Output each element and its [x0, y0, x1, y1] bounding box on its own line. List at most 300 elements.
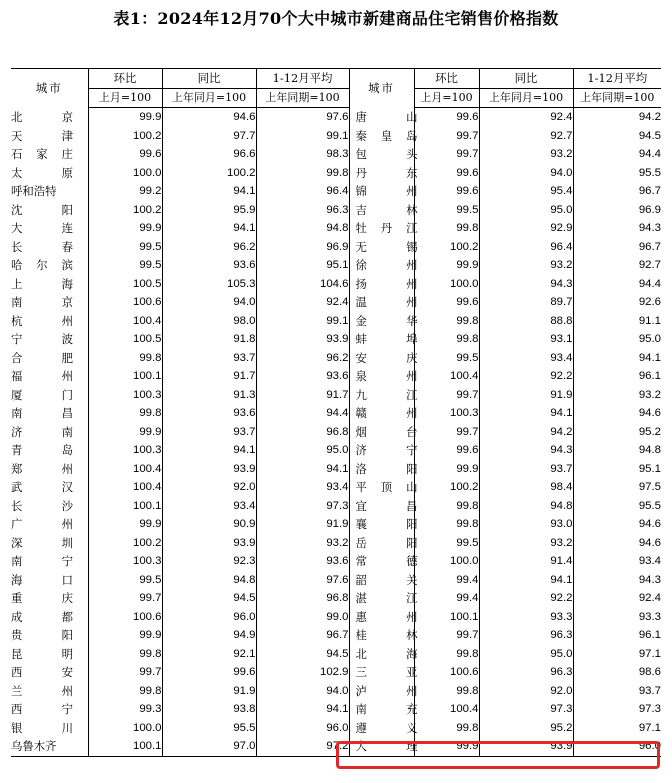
table-row: [11, 349, 661, 368]
value-mom: 100.0: [88, 719, 162, 738]
city-name: [11, 571, 88, 590]
value-avg: 93.7: [573, 682, 661, 701]
value-avg: 97.2: [256, 737, 349, 756]
value-mom: 100.0: [414, 275, 479, 294]
table-row: [11, 256, 661, 275]
value-yoy: 95.9: [162, 201, 256, 220]
city-name: [349, 367, 418, 386]
value-avg: 97.1: [573, 645, 661, 664]
city-name-glyphs: 大 连: [11, 221, 73, 236]
value-avg: 96.1: [573, 367, 661, 386]
value-yoy: 94.1: [479, 571, 573, 590]
header-yoy-base-right: 上年同月=100: [479, 88, 573, 108]
value-mom: 99.8: [414, 497, 479, 516]
city-name: [11, 145, 88, 164]
value-avg: 96.0: [256, 719, 349, 738]
value-yoy: 95.4: [479, 182, 573, 201]
value-avg: 94.4: [256, 404, 349, 423]
city-name: [11, 219, 88, 238]
city-name: [349, 182, 418, 201]
city-name: [349, 719, 418, 738]
city-name-glyphs: 包 头: [355, 147, 418, 162]
table-row: [11, 164, 661, 183]
city-name: [349, 737, 418, 756]
value-mom: 100.1: [88, 367, 162, 386]
city-name: [11, 441, 88, 460]
value-avg: 96.7: [256, 626, 349, 645]
value-yoy: 97.3: [479, 700, 573, 719]
table-row: [11, 219, 661, 238]
city-name: [11, 497, 88, 516]
value-avg: 99.0: [256, 608, 349, 627]
value-avg: 91.7: [256, 386, 349, 405]
table-row: [11, 737, 661, 756]
value-mom: 99.3: [88, 700, 162, 719]
city-name: [349, 608, 418, 627]
value-mom: 100.6: [88, 293, 162, 312]
value-avg: 92.6: [573, 293, 661, 312]
city-name: [349, 515, 418, 534]
value-avg: 91.9: [256, 515, 349, 534]
value-avg: 96.4: [256, 182, 349, 201]
value-avg: 94.3: [573, 571, 661, 590]
city-name-glyphs: 武 汉: [11, 480, 73, 495]
value-avg: 95.1: [256, 256, 349, 275]
city-name: [349, 682, 418, 701]
value-yoy: 92.0: [162, 478, 256, 497]
value-avg: 96.8: [256, 589, 349, 608]
table-row: [11, 330, 661, 349]
table-row: [11, 460, 661, 479]
header-avg: 1-12月平均: [256, 69, 349, 89]
value-mom: 100.0: [88, 164, 162, 183]
city-name: [349, 145, 418, 164]
value-mom: 99.8: [88, 682, 162, 701]
value-mom: 99.7: [88, 663, 162, 682]
city-name-glyphs: 重 庆: [11, 591, 73, 606]
city-name-glyphs: 济 宁: [355, 443, 418, 458]
city-name: [11, 608, 88, 627]
header-yoy-base: 上年同月=100: [162, 88, 256, 108]
value-avg: 94.6: [573, 515, 661, 534]
value-avg: 94.1: [256, 460, 349, 479]
header-yoy: 同比: [162, 69, 256, 89]
city-name-glyphs: 洛 阳: [355, 461, 418, 476]
city-name-glyphs: 大 理: [355, 739, 418, 754]
value-mom: 99.9: [414, 256, 479, 275]
value-mom: 99.8: [414, 719, 479, 738]
table-row: [11, 645, 661, 664]
value-yoy: 96.4: [479, 238, 573, 257]
city-name: [349, 552, 418, 571]
city-name: [349, 645, 418, 664]
header-mom-right: 环比: [414, 69, 479, 89]
city-name-glyphs: 深 圳: [11, 535, 73, 550]
value-mom: 100.4: [88, 460, 162, 479]
value-avg: 98.3: [256, 145, 349, 164]
value-yoy: 94.8: [162, 571, 256, 590]
value-mom: 99.6: [414, 182, 479, 201]
city-name: [349, 256, 418, 275]
city-name-glyphs: 长 春: [11, 239, 73, 254]
header-avg-right: 1-12月平均: [573, 69, 661, 89]
page-title: 表1：2024年12月70个大中城市新建商品住宅销售价格指数: [113, 9, 559, 28]
city-name: [11, 719, 88, 738]
value-mom: 99.9: [88, 423, 162, 442]
city-name: [11, 349, 88, 368]
city-name-glyphs: 西 宁: [11, 702, 73, 717]
city-name-glyphs: 泉 州: [355, 369, 418, 384]
value-avg: 95.0: [256, 441, 349, 460]
value-yoy: 97.0: [162, 737, 256, 756]
value-mom: 99.9: [88, 219, 162, 238]
table-row: [11, 552, 661, 571]
value-avg: 95.5: [573, 497, 661, 516]
city-name: [11, 423, 88, 442]
value-yoy: 92.3: [162, 552, 256, 571]
value-mom: 99.9: [88, 515, 162, 534]
city-name: [11, 478, 88, 497]
value-avg: 102.9: [256, 663, 349, 682]
table-row: [11, 238, 661, 257]
value-yoy: 94.1: [162, 219, 256, 238]
value-mom: 100.4: [414, 700, 479, 719]
city-name-glyphs: 无 锡: [355, 239, 418, 254]
value-avg: 94.4: [573, 275, 661, 294]
table-row: [11, 423, 661, 442]
city-name: [349, 626, 418, 645]
value-avg: 96.1: [573, 626, 661, 645]
value-mom: 99.6: [414, 441, 479, 460]
city-name: [11, 367, 88, 386]
value-mom: 100.3: [88, 386, 162, 405]
city-name-glyphs: 韶 关: [355, 572, 418, 587]
table-row: [11, 201, 661, 220]
value-yoy: 96.3: [479, 663, 573, 682]
city-name: [349, 127, 418, 146]
price-index-table: [11, 68, 661, 757]
header-mom-base-right: 上月=100: [414, 88, 479, 108]
header-avg-base: 上年同期=100: [256, 88, 349, 108]
city-name: [349, 423, 418, 442]
header-avg-base-right: 上年同期=100: [573, 88, 661, 108]
city-name: [11, 663, 88, 682]
city-name-glyphs: 丹 东: [355, 165, 418, 180]
value-yoy: 93.7: [479, 460, 573, 479]
city-name-glyphs: 金 华: [355, 313, 418, 328]
value-avg: 93.9: [256, 330, 349, 349]
city-name-glyphs: 西 安: [11, 665, 73, 680]
city-name-glyphs: 郑 州: [11, 461, 73, 476]
value-yoy: 95.2: [479, 719, 573, 738]
city-name-glyphs: 泸 州: [355, 683, 418, 698]
value-yoy: 91.9: [162, 682, 256, 701]
value-yoy: 90.9: [162, 515, 256, 534]
city-name-glyphs: 襄 阳: [355, 517, 418, 532]
value-mom: 99.7: [414, 127, 479, 146]
value-yoy: 93.0: [479, 515, 573, 534]
value-yoy: 93.9: [162, 534, 256, 553]
value-yoy: 92.0: [479, 682, 573, 701]
value-avg: 96.3: [256, 201, 349, 220]
value-yoy: 100.2: [162, 164, 256, 183]
value-mom: 100.2: [88, 201, 162, 220]
value-yoy: 93.1: [479, 330, 573, 349]
city-name: [349, 441, 418, 460]
city-name: [349, 201, 418, 220]
value-mom: 100.3: [88, 552, 162, 571]
city-name-glyphs: 太 原: [11, 165, 73, 180]
value-avg: 94.3: [573, 219, 661, 238]
value-mom: 100.4: [88, 312, 162, 331]
value-yoy: 94.6: [162, 108, 256, 127]
value-avg: 94.8: [573, 441, 661, 460]
city-name-glyphs: 蚌 埠: [355, 332, 418, 347]
value-avg: 98.6: [573, 663, 661, 682]
value-mom: 99.8: [414, 312, 479, 331]
value-mom: 99.5: [414, 349, 479, 368]
value-yoy: 95.0: [479, 201, 573, 220]
city-name-glyphs: 北 海: [355, 646, 418, 661]
value-avg: 93.6: [256, 552, 349, 571]
value-yoy: 93.3: [479, 608, 573, 627]
value-avg: 93.4: [256, 478, 349, 497]
city-name-glyphs: 宜 昌: [355, 498, 418, 513]
city-name-glyphs: 广 州: [11, 517, 73, 532]
value-avg: 104.6: [256, 275, 349, 294]
value-yoy: 89.7: [479, 293, 573, 312]
city-name: [11, 700, 88, 719]
value-avg: 96.7: [573, 182, 661, 201]
city-name-glyphs: 锦 州: [355, 184, 418, 199]
value-mom: 99.9: [88, 626, 162, 645]
city-name: [11, 552, 88, 571]
header-city-right: 城市: [349, 69, 414, 108]
value-avg: 93.3: [573, 608, 661, 627]
value-mom: 99.6: [414, 108, 479, 127]
value-avg: 95.1: [573, 460, 661, 479]
value-avg: 94.0: [256, 682, 349, 701]
value-avg: 99.1: [256, 312, 349, 331]
city-name: [349, 275, 418, 294]
city-name-glyphs: 长 沙: [11, 498, 73, 513]
city-name-glyphs: 北 京: [11, 110, 73, 124]
table-row: [11, 571, 661, 590]
value-mom: 99.8: [88, 645, 162, 664]
value-avg: 97.3: [573, 700, 661, 719]
city-name-glyphs: 吉 林: [355, 202, 418, 217]
value-mom: 99.8: [414, 330, 479, 349]
city-name-glyphs: 常 德: [355, 554, 418, 569]
table-row: [11, 682, 661, 701]
value-mom: 100.3: [88, 441, 162, 460]
value-yoy: 92.2: [479, 589, 573, 608]
value-yoy: 94.0: [162, 293, 256, 312]
table-row: [11, 626, 661, 645]
city-name-glyphs: 湛 江: [355, 591, 418, 606]
table-row: [11, 441, 661, 460]
value-avg: 97.3: [256, 497, 349, 516]
value-avg: 94.6: [573, 534, 661, 553]
table-row: [11, 663, 661, 682]
city-name-glyphs: 南 充: [355, 702, 418, 717]
value-avg: 96.0: [573, 737, 661, 756]
value-yoy: 98.4: [479, 478, 573, 497]
city-name-glyphs: 成 都: [11, 609, 73, 624]
city-name-glyphs: 南 昌: [11, 406, 73, 421]
value-avg: 92.4: [256, 293, 349, 312]
value-mom: 100.3: [414, 404, 479, 423]
table-row: [11, 293, 661, 312]
value-avg: 99.1: [256, 127, 349, 146]
value-mom: 99.7: [88, 589, 162, 608]
city-name-glyphs: 赣 州: [355, 406, 418, 421]
value-avg: 92.4: [573, 589, 661, 608]
city-name: [349, 663, 418, 682]
city-name-glyphs: 唐 山: [355, 110, 418, 124]
city-name: [11, 515, 88, 534]
value-mom: 100.6: [414, 663, 479, 682]
value-avg: 92.7: [573, 256, 661, 275]
city-name: [11, 164, 88, 183]
value-yoy: 94.8: [479, 497, 573, 516]
table-row: [11, 515, 661, 534]
value-mom: 99.7: [414, 626, 479, 645]
value-yoy: 93.6: [162, 256, 256, 275]
city-name-glyphs: 合 肥: [11, 350, 73, 365]
city-name-glyphs: 牡 丹 江: [355, 221, 418, 236]
header-yoy-right: 同比: [479, 69, 573, 89]
value-mom: 100.2: [414, 478, 479, 497]
city-name: [11, 201, 88, 220]
table-row: [11, 497, 661, 516]
city-name: [11, 312, 88, 331]
value-yoy: 93.7: [162, 423, 256, 442]
value-avg: 94.4: [573, 145, 661, 164]
table-row: [11, 608, 661, 627]
value-avg: 94.8: [256, 219, 349, 238]
table-row: [11, 367, 661, 386]
table-row: [11, 589, 661, 608]
value-avg: 93.6: [256, 367, 349, 386]
table-row: [11, 108, 661, 127]
value-yoy: 91.9: [479, 386, 573, 405]
value-yoy: 91.8: [162, 330, 256, 349]
value-mom: 99.5: [414, 201, 479, 220]
table-row: [11, 700, 661, 719]
city-name: [349, 700, 418, 719]
value-avg: 93.2: [573, 386, 661, 405]
city-name-glyphs: 厦 门: [11, 387, 73, 402]
value-yoy: 93.7: [162, 349, 256, 368]
value-mom: 99.6: [88, 145, 162, 164]
value-yoy: 94.1: [479, 404, 573, 423]
table-row: [11, 145, 661, 164]
table-row: [11, 127, 661, 146]
value-yoy: 96.3: [479, 626, 573, 645]
value-mom: 99.7: [414, 386, 479, 405]
value-mom: 99.5: [88, 238, 162, 257]
city-name: [349, 497, 418, 516]
city-name: [11, 404, 88, 423]
value-yoy: 92.2: [479, 367, 573, 386]
city-name: [349, 238, 418, 257]
city-name: [11, 108, 88, 127]
city-name-glyphs: 烟 台: [355, 424, 418, 439]
city-name: [349, 571, 418, 590]
value-mom: 100.1: [88, 497, 162, 516]
city-name: [349, 108, 418, 127]
value-yoy: 91.3: [162, 386, 256, 405]
value-avg: 99.8: [256, 164, 349, 183]
value-mom: 99.2: [88, 182, 162, 201]
city-name: [349, 312, 418, 331]
city-name: [349, 460, 418, 479]
value-mom: 100.2: [88, 534, 162, 553]
value-yoy: 105.3: [162, 275, 256, 294]
city-name: [349, 589, 418, 608]
value-yoy: 93.8: [162, 700, 256, 719]
value-avg: 93.4: [573, 552, 661, 571]
city-name-glyphs: 哈 尔 滨: [11, 258, 73, 273]
value-mom: 99.9: [88, 108, 162, 127]
value-mom: 99.4: [414, 589, 479, 608]
value-avg: 95.5: [573, 164, 661, 183]
city-name-glyphs: 温 州: [355, 295, 418, 310]
city-name-glyphs: 福 州: [11, 369, 73, 384]
city-name: [11, 460, 88, 479]
value-mom: 100.4: [414, 367, 479, 386]
value-mom: 99.8: [88, 404, 162, 423]
value-mom: 100.2: [88, 127, 162, 146]
city-name: [11, 330, 88, 349]
value-yoy: 91.4: [479, 552, 573, 571]
value-yoy: 88.8: [479, 312, 573, 331]
city-name-glyphs: 沈 阳: [11, 202, 73, 217]
city-name: [11, 534, 88, 553]
city-name: [349, 534, 418, 553]
value-yoy: 95.5: [162, 719, 256, 738]
city-name-glyphs: 九 江: [355, 387, 418, 402]
city-name: [11, 256, 88, 275]
value-mom: 99.5: [88, 256, 162, 275]
value-avg: 94.1: [573, 349, 661, 368]
value-mom: 100.6: [88, 608, 162, 627]
value-yoy: 92.7: [479, 127, 573, 146]
value-yoy: 92.1: [162, 645, 256, 664]
city-name-glyphs: 扬 州: [355, 276, 418, 291]
city-name-glyphs: 宁 波: [11, 332, 73, 347]
value-mom: 99.8: [414, 515, 479, 534]
value-yoy: 98.0: [162, 312, 256, 331]
value-avg: 94.6: [573, 404, 661, 423]
value-avg: 94.1: [256, 700, 349, 719]
city-name: 呼和浩特: [11, 184, 57, 199]
value-yoy: 94.2: [479, 423, 573, 442]
table-row: [11, 182, 661, 201]
city-name-glyphs: 桂 林: [355, 628, 418, 643]
city-name-glyphs: 昆 明: [11, 646, 73, 661]
value-yoy: 93.9: [162, 460, 256, 479]
city-name-glyphs: 徐 州: [355, 258, 418, 273]
city-name-glyphs: 上 海: [11, 276, 73, 291]
value-yoy: 91.7: [162, 367, 256, 386]
city-name-glyphs: 南 京: [11, 295, 73, 310]
value-avg: 97.6: [256, 571, 349, 590]
value-avg: 94.5: [256, 645, 349, 664]
value-yoy: 96.0: [162, 608, 256, 627]
value-mom: 99.9: [414, 737, 479, 756]
